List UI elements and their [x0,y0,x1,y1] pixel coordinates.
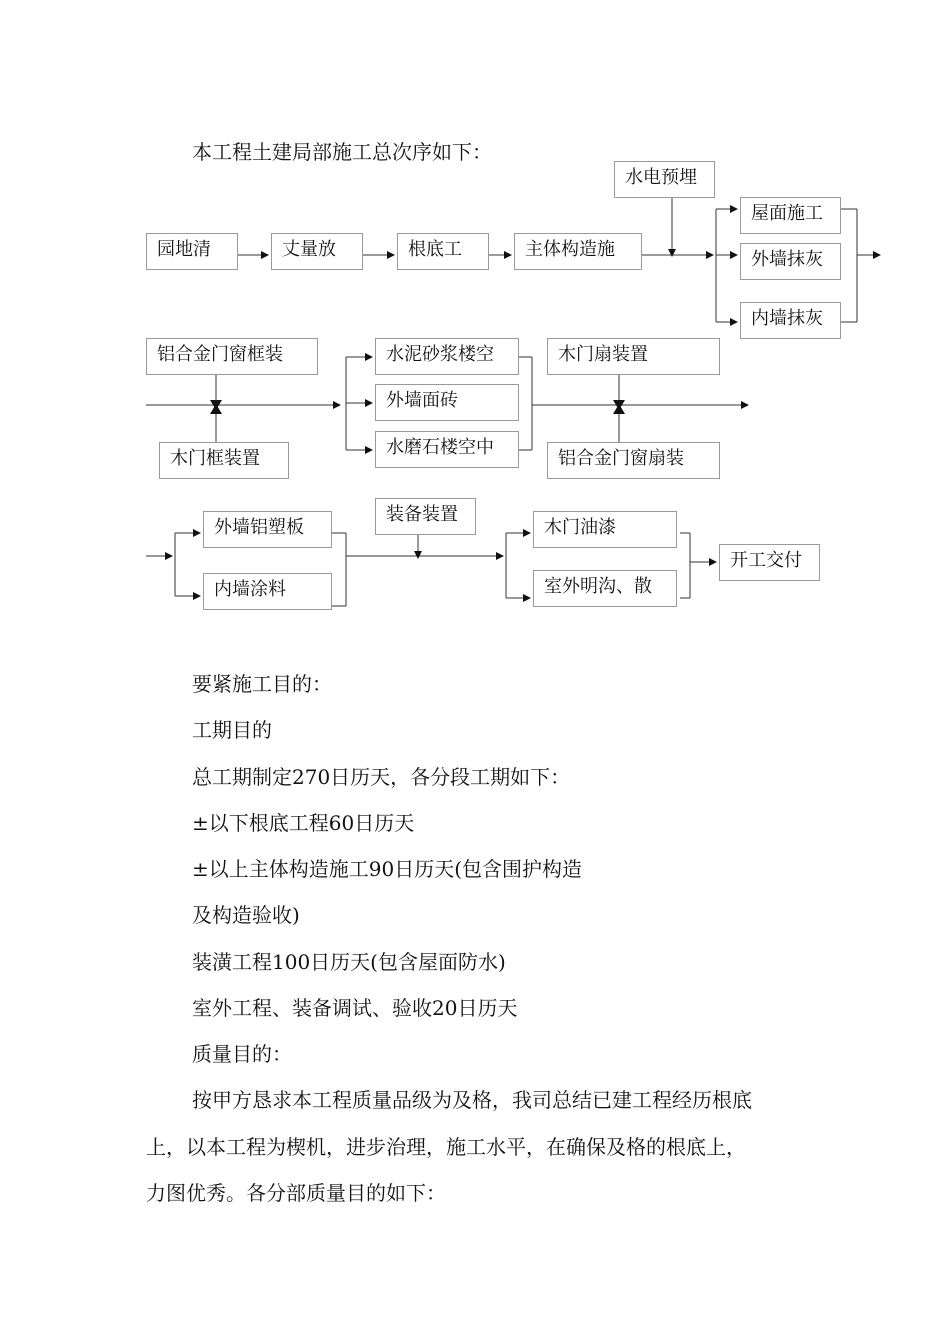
schedule-above-ground-line2: 及构造验收) [192,903,300,927]
step-cement-floor: 水泥砂浆楼空 [375,338,519,375]
step-wood-paint: 木门油漆 [533,511,677,548]
step-equipment-install: 装备装置 [375,498,476,535]
step-alu-frame: 铝合金门窗框装 [146,338,318,375]
quality-paragraph-line2: 上，以本工程为楔机，进步治理，施工水平，在确保及格的根底上， [146,1135,746,1159]
step-alu-panel: 外墙铝塑板 [203,511,332,548]
step-handover: 开工交付 [719,544,820,581]
step-survey: 丈量放 [271,233,363,270]
schedule-total: 总工期制定270日历天，各分段工期如下： [192,765,571,789]
step-interior-paint: 内墙涂料 [203,573,332,610]
quality-paragraph-line1: 按甲方恳求本工程质量品级为及格，我司总结已建工程经历根底 [192,1088,752,1112]
step-exterior-tile: 外墙面砖 [375,384,519,421]
step-interior-plaster: 内墙抹灰 [740,302,841,339]
schedule-above-ground-line1: ±以上主体构造施工90日历天(包含围护构造 [192,857,583,881]
schedule-heading: 工期目的 [192,718,272,742]
schedule-below-ground: ±以下根底工程60日历天 [192,811,415,835]
step-terrazzo: 水磨石楼空中 [375,431,519,468]
step-plumbing: 水电预埋 [614,161,715,198]
intro-text: 本工程土建局部施工总次序如下： [192,140,492,164]
step-outdoor-ditch: 室外明沟、散 [533,570,677,607]
quality-heading: 质量目的： [192,1042,292,1066]
step-wood-frame: 木门框装置 [159,442,289,479]
step-wood-door: 木门扇装置 [547,338,720,375]
step-exterior-plaster: 外墙抹灰 [740,243,841,280]
step-main-structure: 主体构造施 [514,233,642,270]
step-foundation: 根底工 [397,233,489,270]
step-site-clearing: 园地清 [146,233,238,270]
schedule-outdoor: 室外工程、装备调试、验收20日历天 [192,996,518,1020]
quality-paragraph-line3: 力图优秀。各分部质量目的如下： [146,1181,446,1205]
schedule-decoration: 装潢工程100日历天(包含屋面防水) [192,950,506,974]
step-alu-sash: 铝合金门窗扇装 [547,442,720,479]
step-roof: 屋面施工 [740,197,841,234]
key-goals-heading: 要紧施工目的： [192,672,332,696]
